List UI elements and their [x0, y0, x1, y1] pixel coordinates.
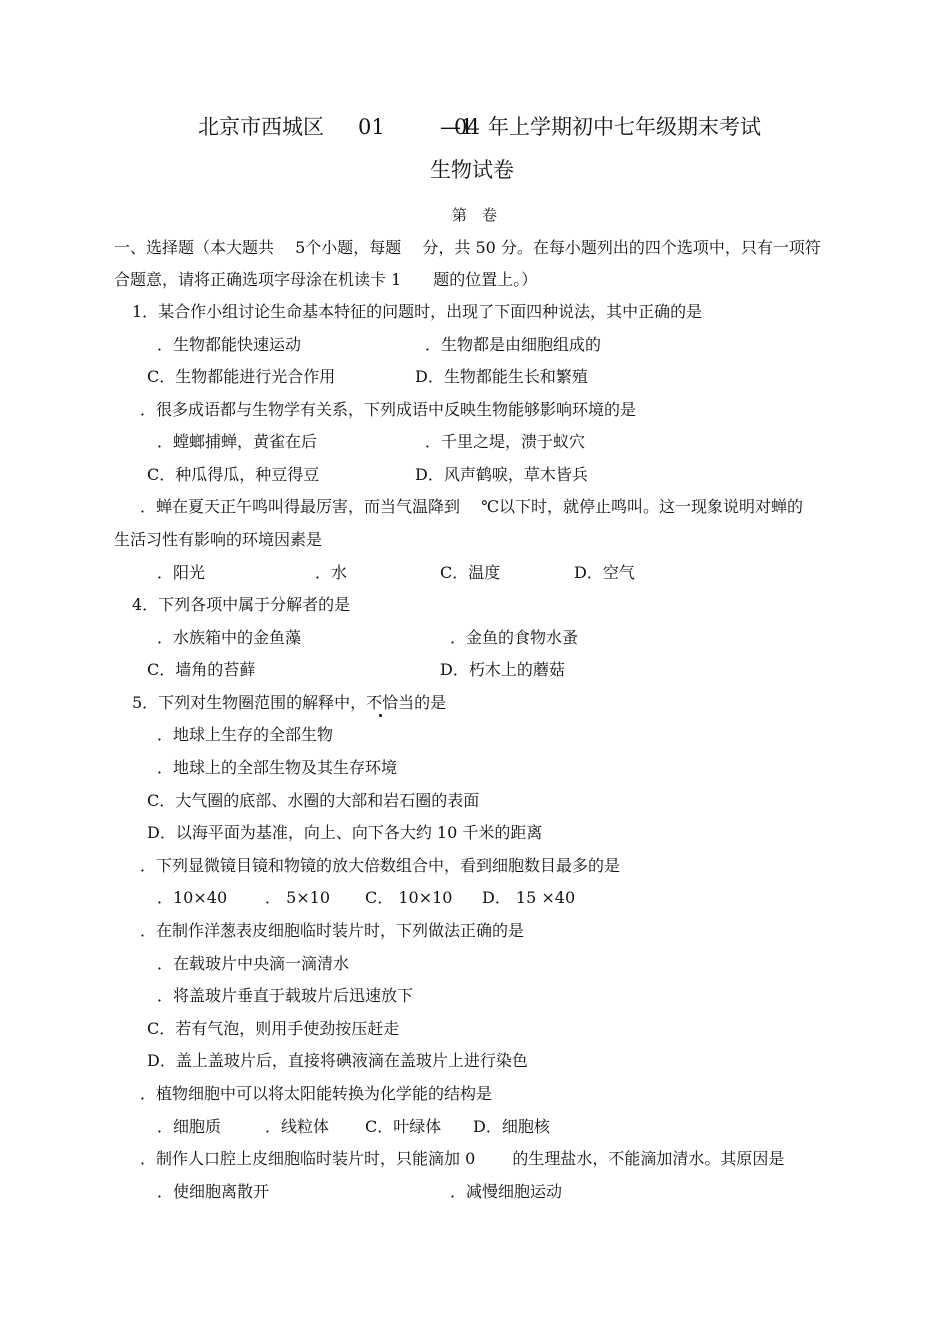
question-7-stem: ．在制作洋葱表皮细胞临时装片时，下列做法正确的是 — [140, 921, 525, 940]
q5-option-a: ．地球上生存的全部生物 — [157, 725, 334, 744]
q8-option-b: ．线粒体 — [265, 1117, 330, 1136]
instructions-line1: 一、选择题（本大题共 5个小题，每题 分，共 50 分。在每小题列出的四个选项中，只有一项符 — [114, 238, 821, 257]
question-5-stem: 5．下列对生物圈范围的解释中，不恰当的是 — [132, 693, 447, 712]
q8-option-a: ．细胞质 — [157, 1117, 222, 1136]
q4-option-d: D．朽木上的蘑菇 — [440, 660, 565, 679]
title-part1: 北京市西城区 — [198, 115, 324, 139]
question-4-stem: 4．下列各项中属于分解者的是 — [132, 595, 351, 614]
q4-option-b: ．金鱼的食物水蚤 — [450, 628, 579, 647]
q6-option-c: C． 10×10 — [365, 888, 453, 907]
q3-option-b: ．水 — [315, 563, 348, 582]
q7-option-c: C．若有气泡，则用手使劲按压赶走 — [147, 1019, 400, 1038]
question-6-stem: ．下列显微镜目镜和物镜的放大倍数组合中，看到细胞数目最多的是 — [140, 856, 621, 875]
q1-option-a: ．生物都能快速运动 — [157, 335, 302, 354]
q5-option-b: ．地球上的全部生物及其生存环境 — [157, 758, 398, 777]
title-part2: 01 — [358, 115, 385, 139]
question-2-stem: ．很多成语都与生物学有关系，下列成语中反映生物能够影响环境的是 — [140, 400, 637, 419]
question-8-stem: ．植物细胞中可以将太阳能转换为化学能的结构是 — [140, 1084, 493, 1103]
question-3-stem: ．蝉在夏天正午鸣叫得最厉害，而当气温降到 ℃以下时，就停止鸣叫。这一现象说明对蝉的 — [140, 497, 803, 516]
q3-option-a: ．阳光 — [157, 563, 206, 582]
question-9-stem: ．制作人口腔上皮细胞临时装片时，只能滴加 0 的生理盐水，不能滴加清水。其原因是 — [140, 1149, 785, 1168]
section-label: 第 卷 — [452, 206, 498, 224]
q2-option-b: ．千里之堤，溃于蚁穴 — [425, 432, 586, 451]
q1-option-d: D．生物都能生长和繁殖 — [415, 367, 588, 386]
q4-option-c: C．墙角的苔藓 — [147, 660, 256, 679]
q4-option-a: ．水族箱中的金鱼藻 — [157, 628, 302, 647]
q2-option-c: C．种瓜得瓜，种豆得豆 — [147, 465, 320, 484]
q3-option-d: D．空气 — [574, 563, 635, 582]
q1-option-c: C．生物都能进行光合作用 — [147, 367, 336, 386]
q5-option-c: C．大气圈的底部、水圈的大部和岩石圈的表面 — [147, 791, 480, 810]
question-3-stem-cont: 生活习性有影响的环境因素是 — [114, 530, 323, 549]
emphasis-dot — [379, 714, 382, 717]
q9-option-a: ．使细胞离散开 — [157, 1182, 270, 1201]
title-part3: —014 — [440, 115, 474, 139]
q7-option-a: ．在载玻片中央滴一滴清水 — [157, 954, 350, 973]
q6-option-b: ． 5×10 — [265, 888, 331, 907]
q8-option-d: D．细胞核 — [473, 1117, 550, 1136]
title-part4: 年上学期初中七年级期末考试 — [488, 115, 761, 139]
q1-option-b: ．生物都是由细胞组成的 — [425, 335, 602, 354]
question-1-stem: 1．某合作小组讨论生命基本特征的问题时，出现了下面四种说法，其中正确的是 — [132, 302, 703, 321]
q5-option-d: D．以海平面为基准，向上、向下各大约 10 千米的距离 — [147, 823, 543, 842]
q3-option-c: C．温度 — [440, 563, 501, 582]
q7-option-d: D．盖上盖玻片后，直接将碘液滴在盖玻片上进行染色 — [147, 1051, 528, 1070]
q7-option-b: ．将盖玻片垂直于载玻片后迅速放下 — [157, 986, 414, 1005]
instructions-line2: 合题意，请将正确选项字母涂在机读卡 1 题的位置上。） — [114, 270, 538, 289]
q2-option-a: ．螳螂捕蝉，黄雀在后 — [157, 432, 318, 451]
q6-option-d: D． 15 ×40 — [482, 888, 576, 907]
title-subject: 生物试卷 — [430, 158, 514, 182]
q2-option-d: D．风声鹤唳，草木皆兵 — [415, 465, 588, 484]
q6-option-a: ．10×40 — [157, 888, 228, 907]
q9-option-b: ．减慢细胞运动 — [450, 1182, 563, 1201]
q8-option-c: C．叶绿体 — [365, 1117, 442, 1136]
